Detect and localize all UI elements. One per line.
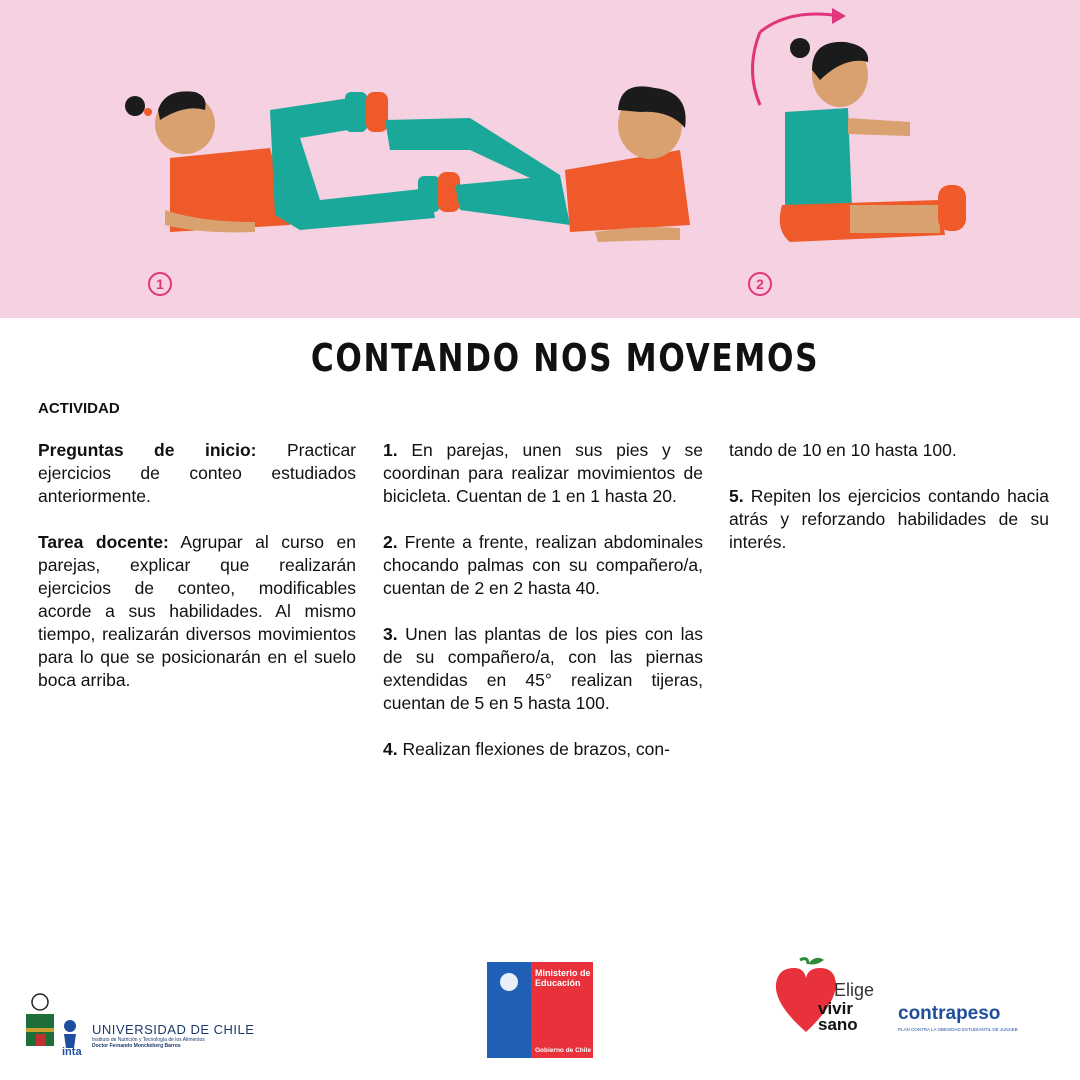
step-4-number: 4. bbox=[383, 739, 398, 759]
girl-sitting-figure bbox=[753, 8, 967, 242]
questions-text: Practicar ejercicios de conteo estudiados anteriormente. bbox=[38, 440, 357, 506]
evs-vivir: vivir bbox=[818, 999, 853, 1018]
girl-lying-figure bbox=[125, 91, 440, 232]
step-2-text: Frente a frente, realizan abdominales chocando palmas con su compañero/a, cuentan de 2 en 2 hasta 40. bbox=[383, 532, 703, 598]
step-5-number: 5. bbox=[729, 486, 744, 506]
boy-lying-figure bbox=[385, 86, 690, 242]
step-2 bbox=[383, 531, 703, 600]
step-3-text: Unen las plantas de los pies con las de su compañero/a, con las piernas extendidas en 45° realizan tijeras, cuentan de 5 en 5 hasta 100. bbox=[383, 624, 703, 713]
step-4 bbox=[383, 738, 703, 761]
evs-elige: Elige bbox=[834, 980, 875, 1000]
step-number-1: 1 bbox=[148, 272, 172, 296]
step-4-text: Realizan flexiones de brazos, con- bbox=[397, 739, 670, 759]
teacher-task-paragraph bbox=[38, 531, 356, 692]
ministerio-line-1: Ministerio de bbox=[535, 968, 591, 978]
teacher-task-heading: Tarea docente: bbox=[38, 532, 169, 552]
column-steps-continued bbox=[729, 439, 1049, 577]
hero-illustration bbox=[0, 0, 1080, 318]
ministerio-line-2: Educación bbox=[535, 978, 581, 988]
step-1-text: En parejas, unen sus pies y se coordinan para realizar movimientos de bicicleta. Cuentan de 1 en 1 hasta 20. bbox=[383, 440, 703, 506]
column-intro bbox=[38, 439, 356, 715]
inta-line-1: Instituto de Nutrición y Tecnología de los Alimentos bbox=[92, 1037, 205, 1043]
uchile-name: UNIVERSIDAD DE CHILE bbox=[92, 1022, 255, 1037]
step-4-continued: tando de 10 en 10 hasta 100. bbox=[729, 440, 957, 460]
questions-paragraph bbox=[38, 439, 356, 508]
exercise-illustration bbox=[0, 0, 1080, 318]
step-3-number: 3. bbox=[383, 624, 398, 644]
step-1 bbox=[383, 439, 703, 508]
step-number-2: 2 bbox=[748, 272, 772, 296]
step-1-number: 1. bbox=[383, 440, 398, 460]
teacher-task-text: Agrupar al curso en parejas, explicar que realizarán ejercicios de conteo, modificables acorde a sus habilidades. Al mismo tiempo, realizarán diversos movimientos para lo que se posicionarán en el suelo boca arriba. bbox=[38, 532, 356, 690]
page-title: CONTANDO NOS MOVEMOS bbox=[310, 336, 820, 380]
contrapeso-tagline: PLAN CONTRA LA OBESIDAD ESTUDIANTIL DE JUNAEB bbox=[898, 1027, 1018, 1032]
inta-line-2: Doctor Fernando Monckeberg Barros bbox=[92, 1043, 181, 1049]
contrapeso-wordmark: contrapeso bbox=[898, 1003, 1001, 1024]
uchile-crest-icon bbox=[24, 990, 94, 1058]
column-steps bbox=[383, 439, 703, 784]
step-5 bbox=[729, 485, 1049, 554]
step-3 bbox=[383, 623, 703, 715]
step-2-number: 2. bbox=[383, 532, 398, 552]
section-label: ACTIVIDAD bbox=[38, 400, 120, 417]
inta-label: inta bbox=[62, 1046, 82, 1058]
evs-sano: sano bbox=[818, 1015, 858, 1034]
questions-heading: Preguntas de inicio: bbox=[38, 440, 257, 460]
step-5-text: Repiten los ejercicios contando hacia atrás y reforzando habilidades de su interés. bbox=[729, 486, 1049, 552]
gobierno-label: Gobierno de Chile bbox=[535, 1047, 591, 1054]
